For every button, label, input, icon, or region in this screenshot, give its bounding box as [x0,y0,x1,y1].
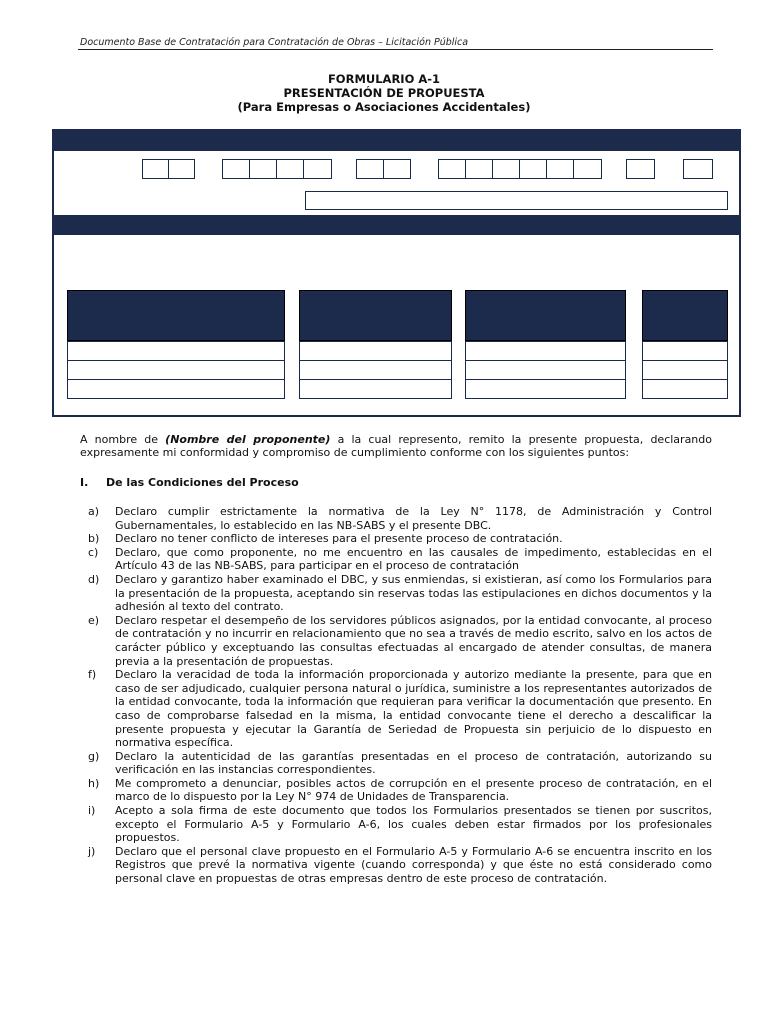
intro-paragraph [80,433,712,460]
list-item [88,532,712,546]
code-cell[interactable] [276,159,304,179]
item-text: Declaro, que como proponente, no me encuentro en las causales de impedimento, establecidas en el Artículo 43 de las NB-SABS, para participar en el proceso de contratación [115,545,712,573]
code-cell[interactable] [492,159,520,179]
code-cell[interactable] [683,159,713,179]
list-item [88,614,712,668]
table-cell[interactable] [642,360,728,380]
item-label: c) [88,545,99,559]
form-title: PRESENTACIÓN DE PROPUESTA [283,86,485,100]
list-item [88,573,712,614]
code-cell[interactable] [222,159,250,179]
code-cell[interactable] [626,159,655,179]
table-cell[interactable] [299,379,452,399]
table-cell[interactable] [465,360,626,380]
item-label: d) [88,572,100,586]
code-cell[interactable] [546,159,574,179]
section-title: De las Condiciones del Proceso [106,476,299,489]
table-cell[interactable] [465,341,626,361]
table-column-header [299,290,452,341]
section-number: I. [80,476,89,489]
table-cell[interactable] [67,360,285,380]
code-cell[interactable] [356,159,384,179]
form-section-band [54,215,739,235]
form-subtitle: (Para Empresas o Asociaciones Accidentales) [237,100,531,114]
proposal-form-box [52,129,741,417]
code-cell[interactable] [465,159,493,179]
code-cell[interactable] [249,159,277,179]
item-text: Declaro y garantizo haber examinado el DBC, y sus enmiendas, si existieran, así como los Formularios para la presentación de la propuesta, aceptando sin reservas todas las estipulaciones en dichos documentos y la adhesión al texto del contrato. [115,572,712,614]
declaration-list [88,505,712,886]
running-header: Documento Base de Contratación para Contratación de Obras – Licitación Pública [80,37,469,48]
header-divider [78,49,713,50]
form-code: FORMULARIO A-1 [327,72,441,86]
intro-suffix: a la cual represento, remito la presente propuesta, declarando expresamente mi conformidad y compromiso de cumplimiento conforme con los siguientes puntos: [80,433,712,460]
code-cell[interactable] [519,159,547,179]
item-text: Declaro que el personal clave propuesto en el Formulario A-5 y Formulario A-6 se encuentra inscrito en los Registros que prevé la normativa vigente (cuando corresponda) y que éste no está considerado como personal clave en propuestas de otras empresas dentro de este proceso de contratación. [115,844,712,886]
item-text: Declaro la veracidad de toda la información proporcionada y autorizo mediante la presente, para que en caso de ser adjudicado, cualquier persona natural o jurídica, suministre a los representantes autorizados de la entidad convocante, toda la información que requieran para verificar la documentación que presento. En caso de comprobarse falsedad en la misma, la entidad convocante tiene el derecho a descalificar la presente propuesta y ejecutar la Garantía de Seriedad de Propuesta sin perjuicio de lo dispuesto en normativa específica. [115,668,712,750]
list-item [88,546,712,573]
item-text: Acepto a sola firma de este documento que todos los Formularios presentados se tienen por suscritos, excepto el Formulario A-5 y Formulario A-6, los cuales deben estar firmados por los profesionales propuestos. [115,804,712,845]
item-label: j) [88,844,96,858]
wide-input-field[interactable] [305,191,728,210]
item-label: b) [88,532,100,546]
item-text: Declaro cumplir estrictamente la normativa de la Ley N° 1178, de Administración y Control Gubernamentales, lo establecido en las NB-SABS y el presente DBC. [115,505,712,532]
code-cell[interactable] [303,159,332,179]
intro-prefix: A nombre de [80,433,166,446]
item-label: h) [88,776,100,790]
form-titles [0,72,768,114]
table-cell[interactable] [642,341,728,361]
item-text: Declaro no tener conflicto de intereses para el presente proceso de contratación. [115,532,563,546]
item-label: e) [88,613,100,627]
list-item [88,777,712,804]
table-cell[interactable] [465,379,626,399]
table-column-header [465,290,626,341]
code-cell[interactable] [142,159,169,179]
item-text: Declaro la autenticidad de las garantías presentadas en el proceso de contratación, autorizando su verificación en las instancias correspondientes. [115,749,712,777]
table-column-header [67,290,285,341]
item-label: f) [88,668,97,682]
table-cell[interactable] [299,360,452,380]
item-text: Me comprometo a denunciar, posibles actos de corrupción en el presente proceso de contratación, en el marco de lo dispuesto por la Ley N° 974 de Unidades de Transparencia. [115,776,712,804]
list-item [88,845,712,886]
form-header-band [54,131,739,151]
item-label: g) [88,749,100,763]
table-column-header [642,290,728,341]
proponent-placeholder: (Nombre del proponente) [165,433,331,446]
table-cell[interactable] [67,341,285,361]
section-heading [80,476,299,489]
item-label: a) [88,505,100,518]
table-cell[interactable] [642,379,728,399]
code-cell[interactable] [573,159,602,179]
item-text: Declaro respetar el desempeño de los servidores públicos asignados, por la entidad convocante, al proceso de contratación y no incurrir en relacionamiento que no sea a través de medio escrito, salvo en los actos de carácter público y exceptuando las consultas efectuadas al encargado de atender consultas, de manera previa a la presentación de propuestas. [115,613,712,668]
table-cell[interactable] [67,379,285,399]
code-cell[interactable] [383,159,411,179]
code-cell[interactable] [438,159,466,179]
list-item [88,750,712,777]
table-cell[interactable] [299,341,452,361]
list-item [88,505,712,532]
code-cell[interactable] [168,159,195,179]
item-label: i) [88,804,96,818]
list-item [88,804,712,845]
list-item [88,668,712,750]
